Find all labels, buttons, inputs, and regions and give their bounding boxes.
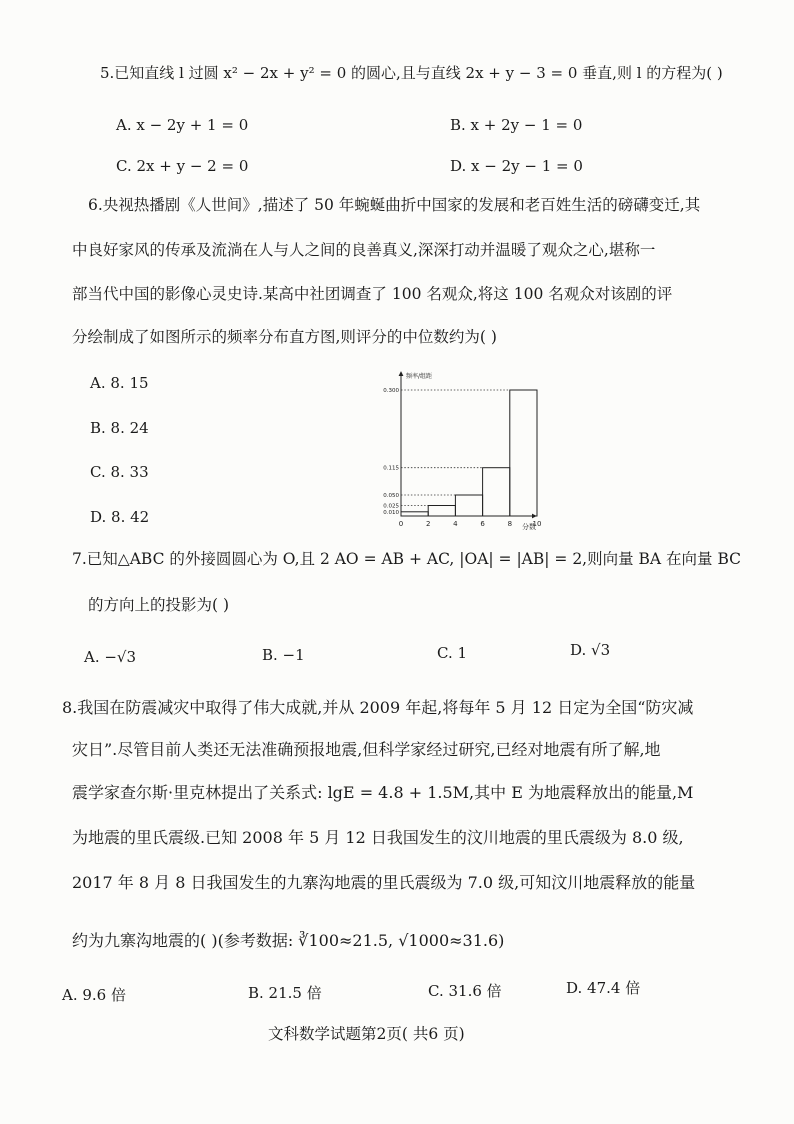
q6-option-d: D. 8. 42 (90, 508, 150, 526)
q7-option-d: D. √3 (570, 641, 611, 659)
x-axis-label: 分数 (522, 523, 536, 531)
y-tick-label: 0.010 (383, 509, 399, 516)
x-tick-label: 0 (398, 520, 404, 528)
histogram-bar (455, 495, 482, 516)
q7-option-b: B. −1 (262, 646, 305, 664)
q5-option-c: C. 2x + y − 2 = 0 (116, 157, 249, 175)
q8-line-4: 为地震的里氏震级.已知 2008 年 5 月 12 日我国发生的汶川地震的里氏震级为 8.0 级, (72, 828, 684, 847)
q5-option-a: A. x − 2y + 1 = 0 (116, 116, 249, 134)
x-tick-label: 2 (425, 520, 431, 528)
x-tick-label: 10 (532, 520, 542, 528)
q8-line-2: 灾日”.尽管目前人类还无法准确预报地震,但科学家经过研究,已经对地震有所了解,地 (72, 740, 661, 759)
x-tick-label: 8 (507, 520, 513, 528)
y-tick-label: 0.115 (383, 465, 399, 472)
q5-option-b: B. x + 2y − 1 = 0 (450, 116, 583, 134)
q8-option-b: B. 21.5 倍 (248, 984, 322, 1002)
q8-line-3: 震学家查尔斯·里克林提出了关系式: lgE = 4.8 + 1.5M,其中 E 为地震释放出的能量,M (72, 783, 694, 802)
q6-line-4: 分绘制成了如图所示的频率分布直方图,则评分的中位数约为( ) (72, 328, 497, 346)
frequency-histogram (372, 368, 542, 534)
histogram-bar (483, 468, 510, 516)
q6-option-b: B. 8. 24 (90, 419, 149, 437)
q6-option-a: A. 8. 15 (90, 374, 149, 392)
y-tick-label: 0.300 (383, 388, 399, 394)
q6-line-1: 6.央视热播剧《人世间》,描述了 50 年蜿蜒曲折中国家的发展和老百姓生活的磅礴变迁,其 (88, 196, 701, 214)
q5-stem: 5.已知直线 l 过圆 x² − 2x + y² = 0 的圆心,且与直线 2x + y − 3 = 0 垂直,则 l 的方程为( ) (100, 64, 723, 82)
q8-option-d: D. 47.4 倍 (566, 979, 641, 997)
q7-option-c: C. 1 (437, 644, 468, 662)
q7-option-a: A. −√3 (84, 648, 137, 666)
q7-line-1: 7.已知△ABC 的外接圆圆心为 O,且 2 AO = AB + AC, |OA| = |AB| = 2,则向量 BA 在向量 BC (72, 550, 742, 568)
histogram-bar (428, 506, 455, 517)
q5-option-d: D. x − 2y − 1 = 0 (450, 157, 583, 175)
histogram-bar (510, 390, 537, 516)
q8-line-5: 2017 年 8 月 8 日我国发生的九寨沟地震的里氏震级为 7.0 级,可知汶川地震释放的能量 (72, 873, 696, 892)
y-tick-label: 0.025 (383, 503, 399, 510)
q8-line-1: 8.我国在防震减灾中取得了伟大成就,并从 2009 年起,将每年 5 月 12 日定为全国“防灾减 (62, 698, 694, 717)
y-tick-label: 0.050 (383, 493, 399, 499)
y-axis-label: 频率/组距 (406, 373, 433, 380)
q7-line-2: 的方向上的投影为( ) (88, 596, 230, 614)
q6-line-3: 部当代中国的影像心灵史诗.某高中社团调查了 100 名观众,将这 100 名观众对该剧的评 (72, 285, 673, 303)
q6-line-2: 中良好家风的传承及流淌在人与人之间的良善真义,深深打动并温暖了观众之心,堪称一 (72, 241, 656, 259)
q8-line-6: 约为九寨沟地震的( )(参考数据: ∛100≈21.5, √1000≈31.6) (72, 931, 505, 950)
q8-option-a: A. 9.6 倍 (62, 986, 126, 1004)
q8-option-c: C. 31.6 倍 (428, 982, 502, 1000)
x-tick-label: 4 (453, 520, 458, 528)
q6-option-c: C. 8. 33 (90, 463, 149, 481)
histogram-bar (401, 512, 428, 516)
x-tick-label: 6 (480, 520, 485, 528)
page-footer: 文科数学试题第2页( 共6 页) (268, 1025, 465, 1043)
